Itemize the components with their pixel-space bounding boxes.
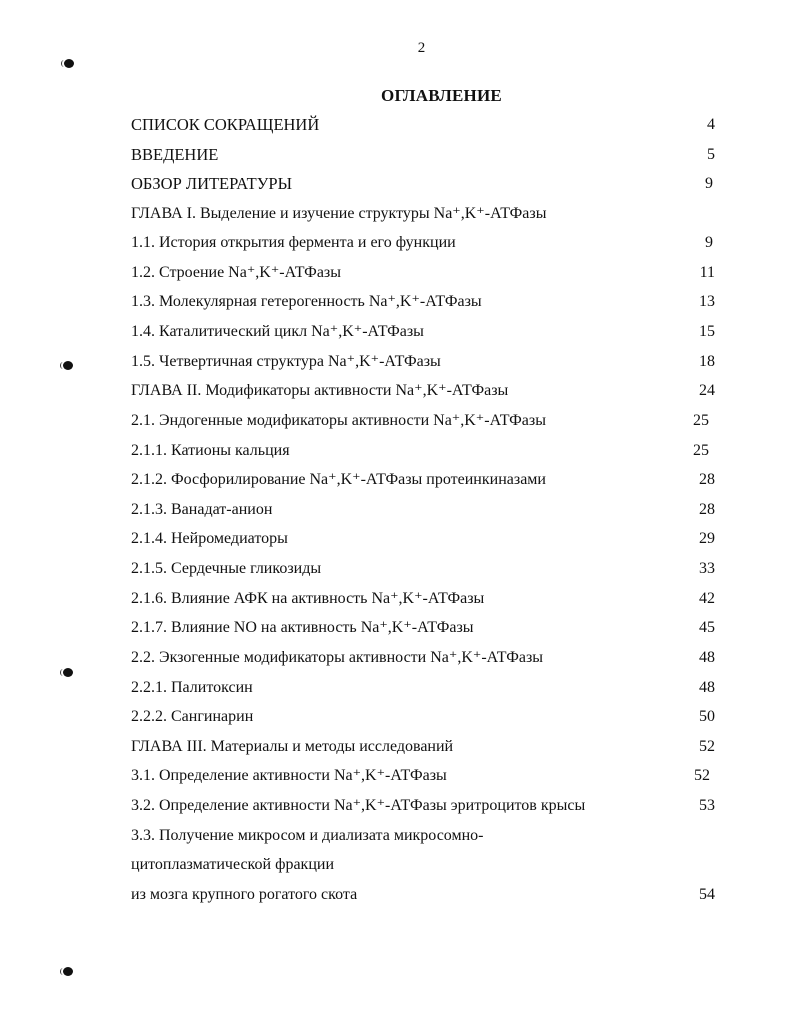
toc-entry[interactable] [131,172,715,196]
toc-entry[interactable] [131,527,715,551]
toc-entry[interactable] [131,883,715,907]
toc-entry[interactable] [131,439,715,463]
toc-entry-title: 2.1.1. Катионы кальция [131,442,290,459]
toc-entry[interactable] [131,468,715,492]
toc-entry-page: 50 [699,708,715,725]
toc-entry-page: 54 [699,886,715,903]
toc-entry-page: 45 [699,619,715,636]
toc-title: ОГЛАВЛЕНИЕ [381,86,502,105]
toc-entry-title: ОБЗОР ЛИТЕРАТУРЫ [131,174,292,193]
toc-entry-page: 18 [699,353,715,370]
toc-entry-page: 9 [705,234,713,251]
toc-entry[interactable] [131,231,715,255]
toc-entry-title: 2.1.6. Влияние АФК на активность Na⁺,K⁺-АТФазы [131,590,485,607]
toc-entry-title: 3.1. Определение активности Na⁺,K⁺-АТФазы [131,767,447,784]
toc-entry-page: 48 [699,649,715,666]
toc-entry-title: 2.1.2. Фосфорилирование Na⁺,K⁺-АТФазы протеинкиназами [131,471,546,488]
toc-entry-page: 5 [707,146,715,163]
toc-entry[interactable] [131,143,715,167]
toc-entry-page: 15 [699,323,715,340]
toc-entry-title: 2.2. Экзогенные модификаторы активности Na⁺,K⁺-АТФазы [131,649,544,666]
toc-entry-title: 3.2. Определение активности Na⁺,K⁺-АТФазы эритроцитов крысы [131,797,586,814]
toc-entry[interactable] [131,853,715,877]
toc-entry-title: 2.1.3. Ванадат-анион [131,501,273,518]
toc-entry[interactable] [131,290,715,314]
binder-hole-mark [63,967,73,976]
toc-entry[interactable] [131,735,715,759]
toc-entry-page: 52 [699,738,715,755]
toc-entry-page: 42 [699,590,715,607]
toc-entry-page: 25 [693,412,709,429]
toc-entry[interactable] [131,202,715,226]
toc-entry[interactable] [131,379,715,403]
toc-entry-title: ГЛАВА I. Выделение и изучение структуры Na⁺,K⁺-АТФазы [131,205,547,222]
toc-entry[interactable] [131,705,715,729]
toc-entry-title: 1.4. Каталитический цикл Na⁺,K⁺-АТФазы [131,323,424,340]
toc-entry-title: 2.2.1. Палитоксин [131,679,253,696]
toc-entry-title: 2.1. Эндогенные модификаторы активности Na⁺,K⁺-АТФазы [131,412,546,429]
toc-entry-title: 2.1.7. Влияние NO на активность Na⁺,K⁺-АТФазы [131,619,474,636]
binder-hole-mark [63,361,73,370]
toc-entry[interactable] [131,498,715,522]
toc-entry-page: 33 [699,560,715,577]
toc-entry-title: 2.1.4. Нейромедиаторы [131,530,288,547]
toc-entry-title: из мозга крупного рогатого скота [131,886,358,903]
toc-entry-page: 9 [705,175,713,192]
toc-entry[interactable] [131,350,715,374]
toc-entry[interactable] [131,646,715,670]
binder-hole-mark [64,59,74,68]
toc-entry-title: 2.1.5. Сердечные гликозиды [131,560,322,577]
toc-entry-title: цитоплазматической фракции [131,856,335,873]
toc-entry-page: 4 [707,116,715,133]
toc-entry-page: 13 [699,293,715,310]
binder-hole-mark [63,668,73,677]
toc-entry[interactable] [131,261,715,285]
toc-entry[interactable] [131,557,715,581]
toc-entry[interactable] [131,409,715,433]
toc-entry-title: 2.2.2. Сангинарин [131,708,254,725]
toc-entry[interactable] [131,587,715,611]
toc-entry-page: 28 [699,471,715,488]
page-number: 2 [417,40,426,56]
toc-entry-page: 29 [699,530,715,547]
toc-entry-page: 48 [699,679,715,696]
toc-entry-title: 1.1. История открытия фермента и его функции [131,234,456,251]
toc-entry-title: 1.3. Молекулярная гетерогенность Na⁺,K⁺-АТФазы [131,293,482,310]
toc-entry[interactable] [131,320,715,344]
toc-entry-page: 53 [699,797,715,814]
toc-entry[interactable] [131,794,715,818]
toc-entry-title: 1.5. Четвертичная структура Na⁺,K⁺-АТФазы [131,353,441,370]
toc-entry-page: 52 [694,767,710,784]
toc-entry[interactable] [131,113,715,137]
toc-entry-page: 28 [699,501,715,518]
toc-entry-page: 24 [699,382,715,399]
toc-entry-title: СПИСОК СОКРАЩЕНИЙ [131,115,320,134]
toc-entry[interactable] [131,764,715,788]
toc-entry-title: ВВЕДЕНИЕ [131,145,219,164]
toc-entry[interactable] [131,616,715,640]
toc-entry-title: ГЛАВА III. Материалы и методы исследований [131,738,454,755]
toc-entry-page: 11 [699,264,715,281]
toc-entry-title: ГЛАВА II. Модификаторы активности Na⁺,K⁺-АТФазы [131,382,509,399]
toc-entry-page: 25 [693,442,709,459]
toc-entry[interactable] [131,824,715,848]
toc-entry-title: 1.2. Строение Na⁺,K⁺-АТФазы [131,264,341,281]
toc-entry-title: 3.3. Получение микросом и диализата микросомно- [131,827,484,844]
toc-entry[interactable] [131,676,715,700]
